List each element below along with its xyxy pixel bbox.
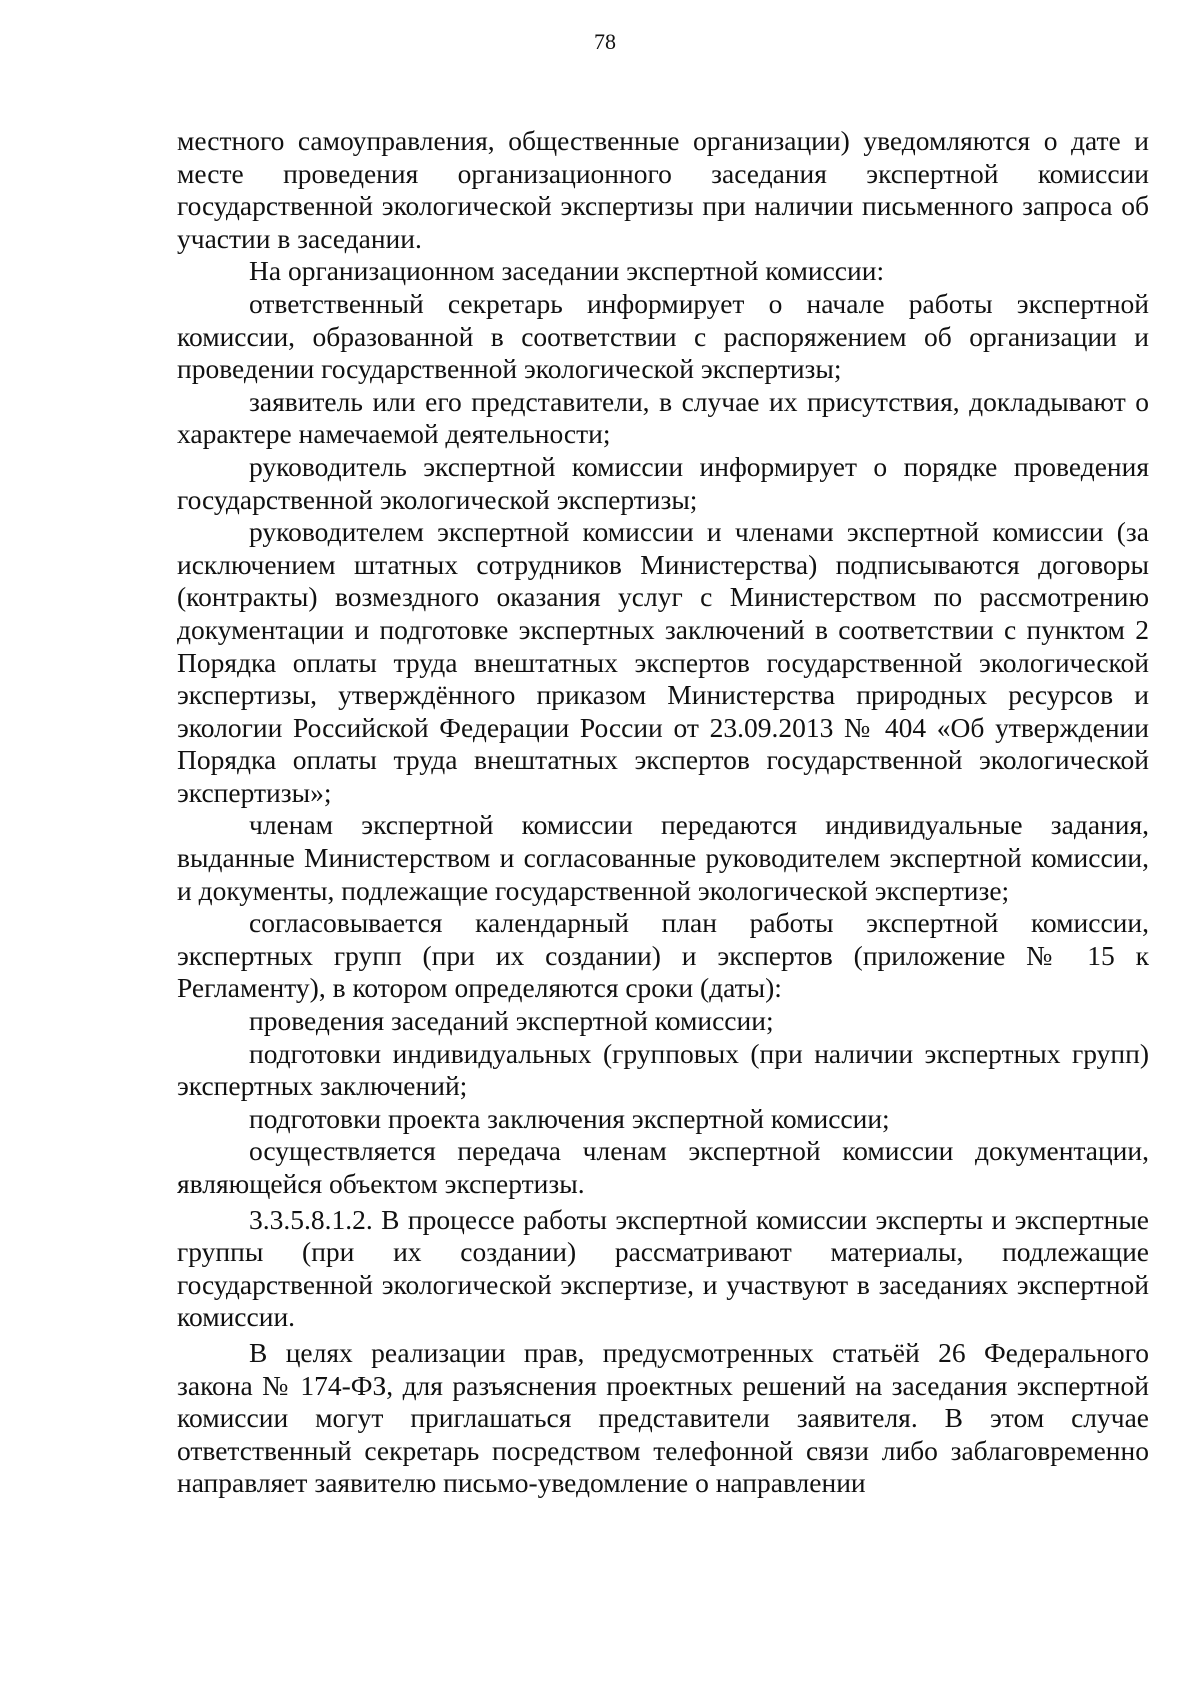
paragraph-secretary-informs: ответственный секретарь информирует о начале работы экспертной комиссии, образованной в соответствии с распоряжением об организации и проведении государственной экологической экспертизы; <box>177 287 1149 385</box>
paragraph-calendar-plan: согласовывается календарный план работы экспертной комиссии, экспертных групп (при их создании) и экспертов (приложение № 15 к Регламенту), в котором определяются сроки (даты): <box>177 907 1149 1004</box>
paragraph-contracts-signed: руководителем экспертной комиссии и членами экспертной комиссии (за исключением штатных сотрудников Министерства) подписываются договоры (контракты) возмездного оказания услуг с Министерством по рассмотрению документации и подготовке экспертных заключений в соответствии с пунктом 2 Порядка оплаты труда внештатных экспертов государственной экологической экспертизы, утверждённого приказом Министерства природных ресурсов и экологии Российской Федерации России от 23.09.2013 № 404 «Об утверждении Порядка оплаты труда внештатных экспертов государственной экологической экспертизы»; <box>177 516 1149 808</box>
paragraph-continuation: местного самоуправления, общественные организации) уведомляются о дате и месте проведения организационного заседания экспертной комиссии государственной экологической экспертизы при наличии письменного запроса об участии в заседании. <box>177 125 1149 254</box>
paragraph-clause-3-3-5-8-1-2: 3.3.5.8.1.2. В процессе работы экспертной комиссии эксперты и экспертные группы (при их создании) рассматривают материалы, подлежащие государственной экологической экспертизе, и участвуют в заседаниях экспертной комиссии. <box>177 1203 1149 1333</box>
paragraph-draft-conclusion: подготовки проекта заключения экспертной комиссии; <box>249 1102 890 1134</box>
paragraph-organizational-meeting: На организационном заседании экспертной комиссии: <box>249 255 885 287</box>
paragraph-individual-tasks: членам экспертной комиссии передаются индивидуальные задания, выданные Министерством и согласованные руководителем экспертной комиссии, и документы, подлежащие государственной экологической экспертизе; <box>177 809 1149 906</box>
paragraph-head-informs: руководитель экспертной комиссии информирует о порядке проведения государственной экологической экспертизы; <box>177 450 1149 515</box>
paragraph-individual-conclusions: подготовки индивидуальных (групповых (при наличии экспертных групп) экспертных заключений; <box>177 1037 1149 1102</box>
page-number: 78 <box>594 29 616 54</box>
paragraph-documentation-transfer: осуществляется передача членам экспертной комиссии документации, являющейся объектом экспертизы. <box>177 1135 1149 1199</box>
paragraph-applicant-representatives: В целях реализации прав, предусмотренных статьёй 26 Федерального закона № 174-ФЗ, для разъяснения проектных решений на заседания экспертной комиссии могут приглашаться представители заявителя. В этом случае ответственный секретарь посредством телефонной связи либо заблаговременно направляет заявителю письмо-уведомление о направлении <box>177 1336 1149 1499</box>
paragraph-meeting-dates: проведения заседаний экспертной комиссии; <box>249 1005 774 1037</box>
paragraph-applicant-reports: заявитель или его представители, в случае их присутствия, докладывают о характере намечаемой деятельности; <box>177 385 1149 450</box>
body-text <box>177 125 1149 1500</box>
